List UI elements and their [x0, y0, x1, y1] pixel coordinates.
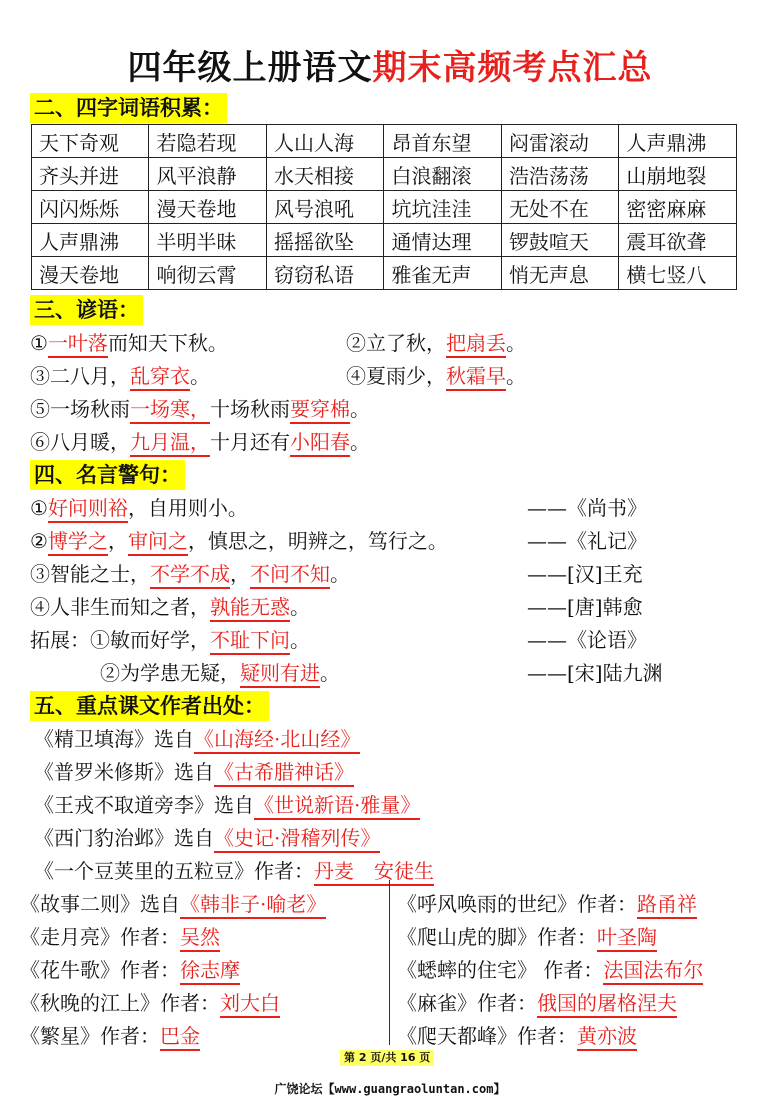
word-cell: 浩浩荡荡 — [501, 158, 618, 191]
answer: 把扇丢 — [446, 330, 506, 358]
word-cell: 白浪翻滚 — [384, 158, 501, 191]
word-cell: 窃窃私语 — [266, 257, 383, 290]
answer: 路甬祥 — [637, 891, 697, 919]
proverb-6: ⑥八月暖，九月温，十月还有小阳春。 — [30, 427, 370, 457]
answer: 俄国的屠格涅夫 — [537, 990, 677, 1018]
answer: 《古希腊神话》 — [214, 759, 354, 787]
answer: 《世说新语·雅量》 — [254, 792, 420, 820]
word-row — [32, 158, 737, 191]
proverb-1: ①一叶落而知天下秋。 — [30, 328, 228, 358]
word-cell: 无处不在 — [501, 191, 618, 224]
answer: 一场寒， — [130, 396, 210, 424]
word-row — [32, 257, 737, 290]
author-left-5: 《繁星》作者：巴金 — [20, 1021, 200, 1051]
proverb-2: ②立了秋，把扇丢。 — [346, 328, 526, 358]
author-line-5: 《一个豆荚里的五粒豆》作者：丹麦 安徒生 — [34, 856, 434, 886]
answer: 乱穿衣 — [130, 363, 190, 391]
answer: 《韩非子·喻老》 — [180, 891, 326, 919]
quote-source: ——《礼记》 — [527, 529, 647, 553]
word-cell: 漫天卷地 — [149, 191, 266, 224]
quote-extension-1: 拓展：①敏而好学，不耻下问。 — [30, 625, 310, 655]
word-cell: 山崩地裂 — [619, 158, 737, 191]
word-cell: 锣鼓喧天 — [501, 224, 618, 257]
quote-source: ——[汉]王充 — [527, 562, 643, 586]
title-black: 四年级上册语文 — [127, 48, 373, 88]
section-heading-words: 二、四字词语积累： — [30, 93, 227, 123]
answer: 疑则有进 — [240, 660, 320, 688]
quote-source: ——《论语》 — [527, 628, 647, 652]
answer: 九月温， — [130, 429, 210, 457]
author-left-3: 《花牛歌》作者：徐志摩 — [20, 955, 240, 985]
answer: 《史记·滑稽列传》 — [214, 825, 380, 853]
proverb-3: ③二八月，乱穿衣。 — [30, 361, 210, 391]
word-row — [32, 191, 737, 224]
word-cell: 坑坑洼洼 — [384, 191, 501, 224]
word-cell: 天下奇观 — [32, 125, 149, 158]
answer: 孰能无惑 — [210, 594, 290, 622]
quote-3: ③智能之士，不学不成，不问不知。 — [30, 559, 350, 589]
word-row — [32, 224, 737, 257]
word-cell: 密密麻麻 — [619, 191, 737, 224]
author-right-3: 《蟋蟀的住宅》 作者：法国法布尔 — [397, 955, 703, 985]
answer: 徐志摩 — [180, 957, 240, 985]
answer: 要穿棉 — [290, 396, 350, 424]
answer: 吴然 — [180, 924, 220, 952]
author-right-2: 《爬山虎的脚》作者：叶圣陶 — [397, 922, 657, 952]
footer-site: 广饶论坛【www.guangraoluntan.com】 — [274, 1082, 506, 1096]
author-line-1: 《精卫填海》选自《山海经·北山经》 — [34, 724, 360, 754]
answer: 法国法布尔 — [603, 957, 703, 985]
page-number: 第 2 页/共 16 页 — [340, 1050, 434, 1066]
quote-4: ④人非生而知之者，孰能无惑。 — [30, 592, 310, 622]
word-cell: 闪闪烁烁 — [32, 191, 149, 224]
answer: 黄亦波 — [577, 1023, 637, 1051]
author-line-4: 《西门豹治邺》选自《史记·滑稽列传》 — [34, 823, 380, 853]
quote-source: ——[宋]陆九渊 — [527, 661, 663, 685]
word-cell: 摇摇欲坠 — [266, 224, 383, 257]
word-cell: 雅雀无声 — [384, 257, 501, 290]
word-cell: 横七竖八 — [619, 257, 737, 290]
quote-extension-2: ②为学患无疑，疑则有进。 — [100, 658, 340, 688]
quote-2: ②博学之，审问之，慎思之，明辨之，笃行之。 — [30, 526, 448, 556]
author-line-2: 《普罗米修斯》选自《古希腊神话》 — [34, 757, 354, 787]
word-cell: 闷雷滚动 — [501, 125, 618, 158]
answer: 不问不知 — [250, 561, 330, 589]
word-cell: 通情达理 — [384, 224, 501, 257]
answer: 《山海经·北山经》 — [194, 726, 360, 754]
section-heading-proverbs: 三、谚语： — [30, 295, 143, 325]
answer: 不耻下问 — [210, 627, 290, 655]
word-cell: 若隐若现 — [149, 125, 266, 158]
author-left-1: 《故事二则》选自《韩非子·喻老》 — [20, 889, 326, 919]
author-left-2: 《走月亮》作者：吴然 — [20, 922, 220, 952]
word-cell: 漫天卷地 — [32, 257, 149, 290]
word-cell: 风平浪静 — [149, 158, 266, 191]
word-cell: 人声鼎沸 — [619, 125, 737, 158]
answer: 审问之 — [128, 528, 188, 556]
answer: 博学之 — [48, 528, 108, 556]
section-heading-quotes: 四、名言警句： — [30, 460, 185, 490]
answer: 秋霜早 — [446, 363, 506, 391]
proverb-4: ④夏雨少，秋霜早。 — [346, 361, 526, 391]
page-title — [0, 40, 780, 89]
answer: 一叶落 — [48, 330, 108, 358]
answer: 叶圣陶 — [597, 924, 657, 952]
word-cell: 震耳欲聋 — [619, 224, 737, 257]
proverb-5: ⑤一场秋雨一场寒，十场秋雨要穿棉。 — [30, 394, 370, 424]
section-heading-authors: 五、重点课文作者出处： — [30, 691, 269, 721]
quote-source: ——[唐]韩愈 — [527, 595, 643, 619]
answer: 小阳春 — [290, 429, 350, 457]
word-cell: 风号浪吼 — [266, 191, 383, 224]
column-divider — [389, 880, 390, 1045]
answer: 丹麦 安徒生 — [314, 858, 434, 886]
author-left-4: 《秋晚的江上》作者：刘大白 — [20, 988, 280, 1018]
answer: 好问则裕 — [48, 495, 128, 523]
quote-1: ①好问则裕，自用则小。 — [30, 493, 248, 523]
word-table — [31, 124, 737, 290]
word-cell: 人声鼎沸 — [32, 224, 149, 257]
title-red: 期末高频考点汇总 — [372, 48, 653, 88]
answer: 巴金 — [160, 1023, 200, 1051]
word-cell: 昂首东望 — [384, 125, 501, 158]
word-cell: 人山人海 — [266, 125, 383, 158]
word-cell: 半明半昧 — [149, 224, 266, 257]
word-cell: 水天相接 — [266, 158, 383, 191]
word-row — [32, 125, 737, 158]
author-right-5: 《爬天都峰》作者：黄亦波 — [397, 1021, 637, 1051]
author-right-1: 《呼风唤雨的世纪》作者：路甬祥 — [397, 889, 697, 919]
answer: 不学不成 — [150, 561, 230, 589]
author-line-3: 《王戎不取道旁李》选自《世说新语·雅量》 — [34, 790, 420, 820]
word-cell: 齐头并进 — [32, 158, 149, 191]
word-cell: 响彻云霄 — [149, 257, 266, 290]
answer: 刘大白 — [220, 990, 280, 1018]
word-cell: 悄无声息 — [501, 257, 618, 290]
author-right-4: 《麻雀》作者：俄国的屠格涅夫 — [397, 988, 677, 1018]
quote-source: ——《尚书》 — [527, 496, 647, 520]
